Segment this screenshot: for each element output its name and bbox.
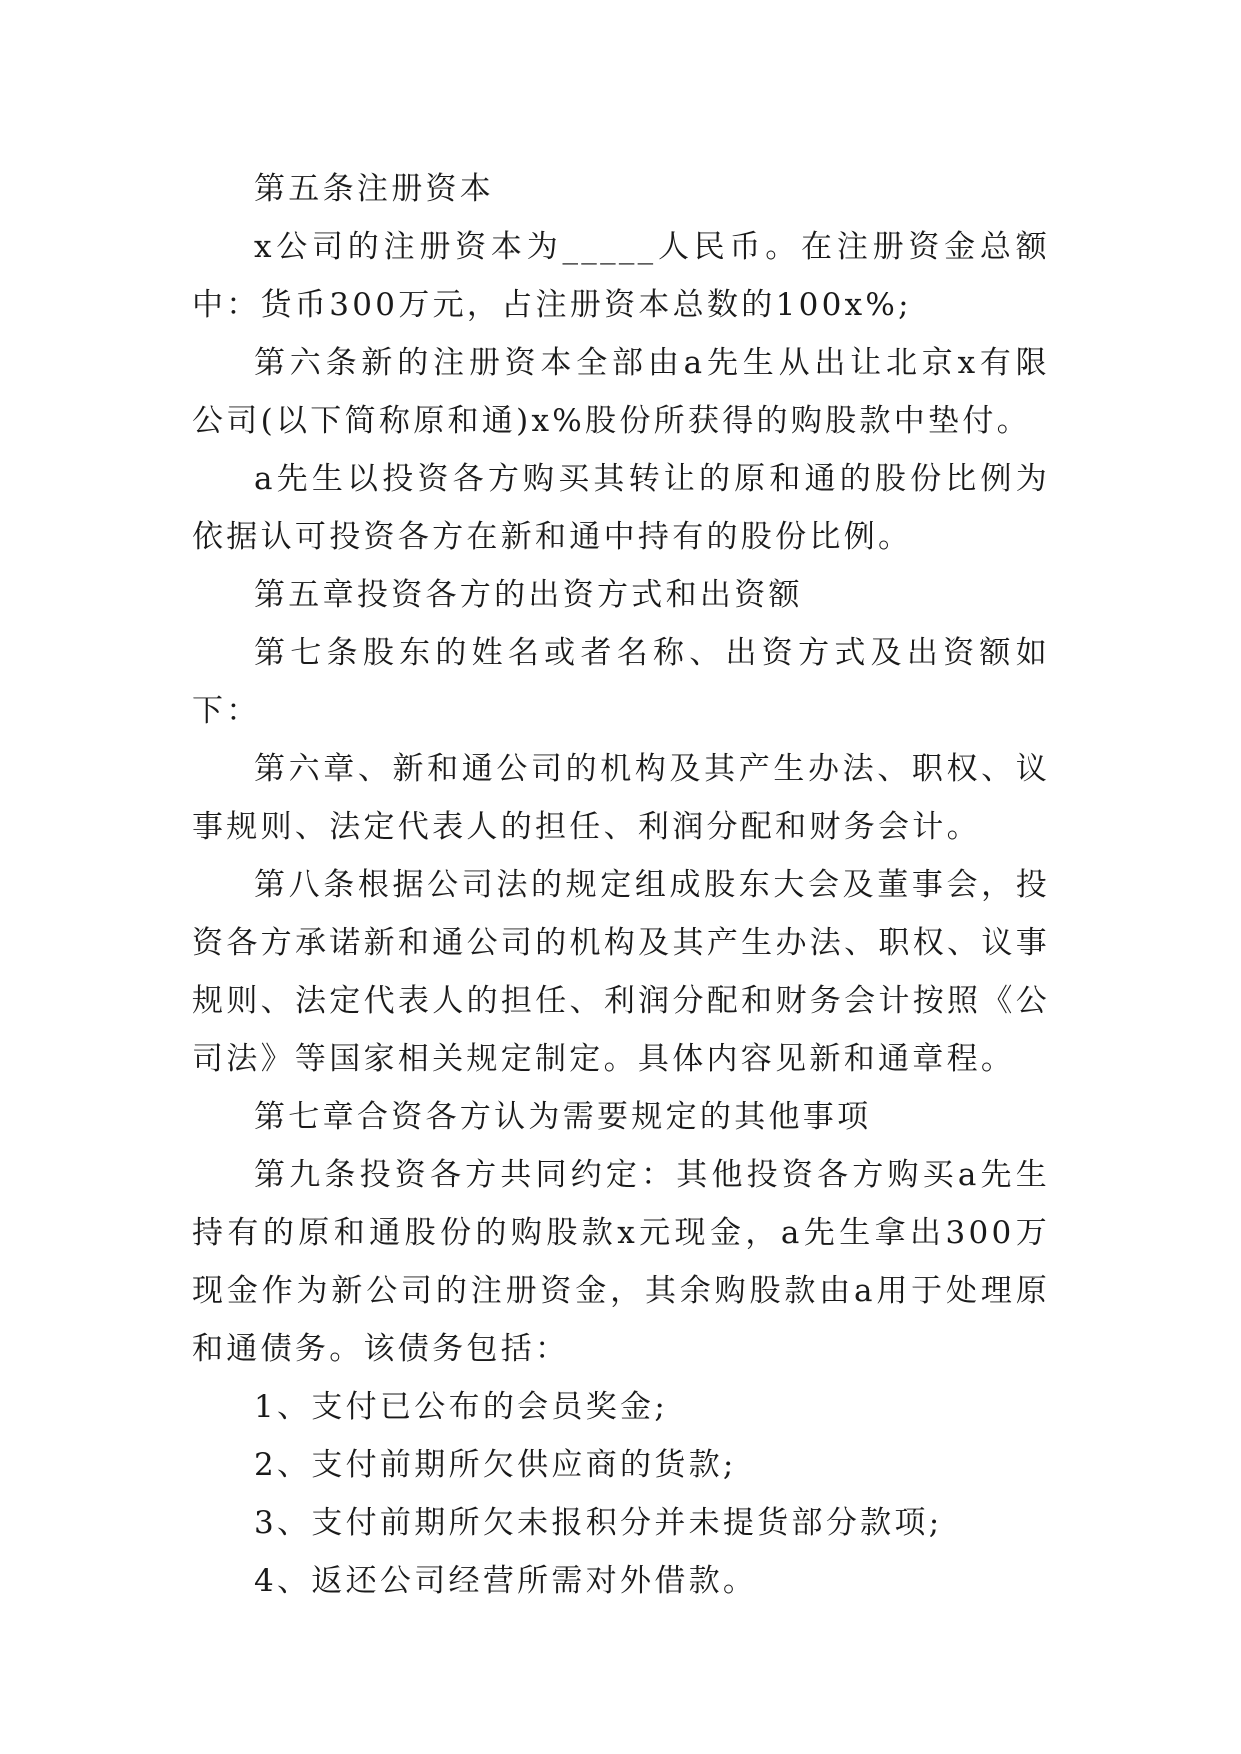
chapter-7-heading: 第七章合资各方认为需要规定的其他事项: [254, 1099, 872, 1135]
article-9-paragraph: 第九条投资各方共同约定：其他投资各方购买a先生持有的原和通股份的购股款x元现金，a先生拿出300万现金作为新公司的注册资金，其余购股款由a用于处理原和通债务。该债务包括：: [192, 1157, 1050, 1367]
article-5-heading: 第五条注册资本: [254, 171, 495, 207]
article-6-paragraph: 第六条新的注册资本全部由a先生从出让北京x有限公司(以下简称原和通)x%股份所获得的购股款中垫付。: [192, 345, 1050, 439]
article-7-paragraph: 第七条股东的姓名或者名称、出资方式及出资额如下：: [192, 635, 1050, 729]
document-body: [192, 160, 1050, 1610]
list-item: 2、支付前期所欠供应商的货款;: [254, 1447, 737, 1483]
list-item: 1、支付已公布的会员奖金;: [254, 1389, 669, 1425]
paragraph-registered-capital: x公司的注册资本为_____人民币。在注册资金总额中：货币300万元，占注册资本总数的100x%;: [192, 229, 1050, 323]
chapter-6-paragraph: 第六章、新和通公司的机构及其产生办法、职权、议事规则、法定代表人的担任、利润分配和财务会计。: [192, 751, 1050, 845]
list-item: 3、支付前期所欠未报积分并未提货部分款项;: [254, 1505, 943, 1541]
chapter-5-heading: 第五章投资各方的出资方式和出资额: [254, 577, 803, 613]
list-item: 4、返还公司经营所需对外借款。: [254, 1563, 758, 1599]
paragraph-share-ratio: a先生以投资各方购买其转让的原和通的股份比例为依据认可投资各方在新和通中持有的股份比例。: [192, 461, 1050, 555]
article-8-paragraph: 第八条根据公司法的规定组成股东大会及董事会，投资各方承诺新和通公司的机构及其产生办法、职权、议事规则、法定代表人的担任、利润分配和财务会计按照《公司法》等国家相关规定制定。具体内容见新和通章程。: [192, 867, 1050, 1077]
